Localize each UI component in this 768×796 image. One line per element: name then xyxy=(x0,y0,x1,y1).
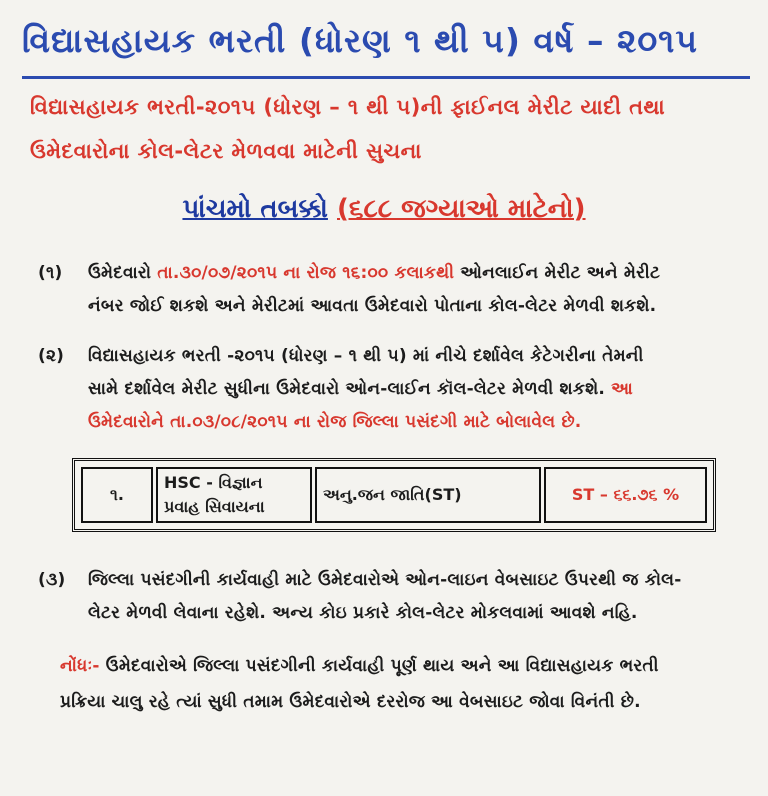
phase-heading xyxy=(0,190,768,228)
item-number: (૩) xyxy=(38,570,66,590)
item-text: જિલ્લા પસંદગીની કાર્યવાહી માટે ઉમેદવારોએ ઓન-લાઇન વેબસાઇટ ઉપરથી જ કોલ- xyxy=(88,570,682,590)
item-text: ઉમેદવારો xyxy=(88,263,158,283)
item-number: (૨) xyxy=(38,346,65,366)
notice-subtitle-line1: વિદ્યાસહાયક ભરતી-૨૦૧૫ (ધોરણ – ૧ થી ૫)ની ફાઈનલ મેરીટ યાદી તથા xyxy=(30,95,666,119)
item-text: ઓનલાઈન મેરીટ અને મેરીટ xyxy=(454,263,661,283)
phase-detail: (૬૮૮ જગ્યાઓ માટેનો) xyxy=(337,194,586,224)
stream-line: HSC - વિજ્ઞાન xyxy=(164,473,263,492)
item-text: વિદ્યાસહાયક ભરતી -૨૦૧૫ (ધોરણ – ૧ થી ૫) માં નીચે દર્શાવેલ કેટેગરીના તેમની xyxy=(88,346,644,366)
merit-table xyxy=(72,458,716,532)
page-title: વિદ્યાસહાયક ભરતી (ધોરણ ૧ થી ૫) વર્ષ – ૨૦૧૫ xyxy=(22,21,699,60)
item-text-highlight: ઉમેદવારોને તા.૦૩/૦૮/૨૦૧૫ ના રોજ જિલ્લા પસંદગી માટે બોલાવેલ છે. xyxy=(88,412,582,432)
serial-cell: ૧. xyxy=(81,467,153,523)
merit-cell: ST – ૬૬.૭૬ % xyxy=(544,467,707,523)
phase-label: પાંચમો તબક્કો xyxy=(182,194,328,224)
item-text: લેટર મેળવી લેવાના રહેશે. અન્ય કોઇ પ્રકારે કોલ-લેટર મોકલવામાં આવશે નહિ. xyxy=(88,603,638,623)
note-line2: પ્રક્રિયા ચાલુ રહે ત્યાં સુધી તમામ ઉમેદવારોએ દરરોજ આ વેબસાઇટ જોવા વિનંતી છે. xyxy=(60,692,641,712)
stream-cell xyxy=(156,467,312,523)
table-row xyxy=(81,467,707,523)
item-text: નંબર જોઈ શકશે અને મેરીટમાં આવતા ઉમેદવારો પોતાના કોલ-લેટર મેળવી શકશે. xyxy=(88,296,657,316)
note-line1 xyxy=(60,650,740,683)
note-text: ઉમેદવારોએ જિલ્લા પસંદગીની કાર્યવાહી પૂર્ણ થાય અને આ વિદ્યાસહાયક ભરતી xyxy=(99,656,659,676)
item-text: સામે દર્શાવેલ મેરીટ સુધીના ઉમેદવારો ઓન-લાઈન કૉલ-લેટર મેળવી શકશે. xyxy=(88,379,612,399)
stream-line: પ્રવાહ સિવાયના xyxy=(164,497,265,516)
item-date-highlight: તા.૩૦/૦૭/૨૦૧૫ ના રોજ ૧૬:૦૦ કલાકથી xyxy=(157,263,455,283)
title-underline xyxy=(22,76,750,79)
item-number: (૧) xyxy=(38,263,63,283)
item-text-highlight: આ xyxy=(611,379,633,399)
notice-subtitle-line2: ઉમેદવારોના કોલ-લેટર મેળવવા માટેની સુચના xyxy=(30,139,422,163)
note-label: નોંધઃ- xyxy=(60,656,100,676)
category-cell: અનુ.જન જાતિ(ST) xyxy=(315,467,541,523)
